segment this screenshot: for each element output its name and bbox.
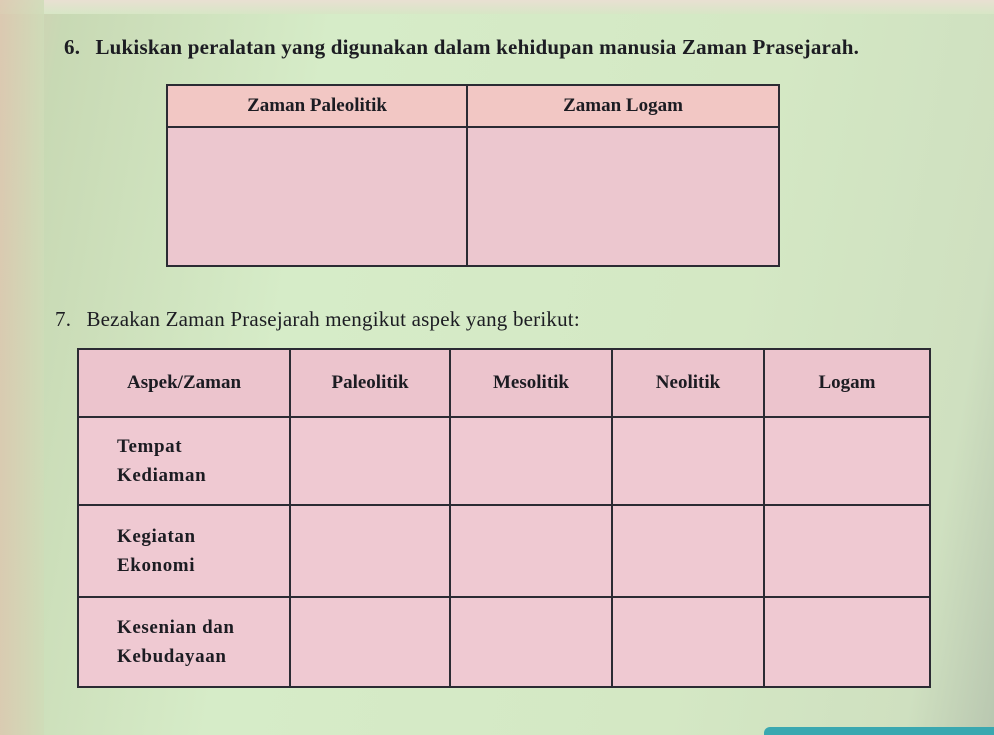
answer-cell[interactable] [612,417,764,505]
answer-cell[interactable] [764,417,930,505]
row-label-tempat-kediaman: Tempat Kediaman [78,417,290,505]
question-text: Lukiskan peralatan yang digunakan dalam kehidupan manusia Zaman Prasejarah. [95,35,860,59]
answer-cell[interactable] [450,505,612,597]
answer-cell[interactable] [612,505,764,597]
header-logam: Logam [764,349,930,417]
comparison-table [77,348,931,688]
answer-cell[interactable] [290,597,450,687]
answer-cell[interactable] [612,597,764,687]
answer-cell[interactable] [764,597,930,687]
answer-cell[interactable] [290,505,450,597]
answer-cell[interactable] [764,505,930,597]
page-bottom-bar [764,727,994,735]
answer-cell[interactable] [450,597,612,687]
table-row [78,597,930,687]
header-paleolitik: Paleolitik [290,349,450,417]
header-neolitik: Neolitik [612,349,764,417]
question-6 [64,35,859,60]
table-row [78,505,930,597]
row-label-kegiatan-ekonomi: Kegiatan Ekonomi [78,505,290,597]
header-aspek-zaman: Aspek/Zaman [78,349,290,417]
question-number: 7. [55,307,72,331]
answer-cell[interactable] [450,417,612,505]
page-top-edge [0,0,994,14]
page-left-edge [0,0,44,735]
table-row [78,417,930,505]
header-mesolitik: Mesolitik [450,349,612,417]
question-7 [55,307,580,332]
question-text: Bezakan Zaman Prasejarah mengikut aspek yang berikut: [86,307,580,331]
header-zaman-paleolitik: Zaman Paleolitik [167,85,467,127]
drawing-cell-logam[interactable] [467,127,779,266]
row-label-kesenian-kebudayaan: Kesenian dan Kebudayaan [78,597,290,687]
question-number: 6. [64,35,81,59]
header-zaman-logam: Zaman Logam [467,85,779,127]
drawing-table [166,84,780,267]
answer-cell[interactable] [290,417,450,505]
drawing-cell-paleolitik[interactable] [167,127,467,266]
